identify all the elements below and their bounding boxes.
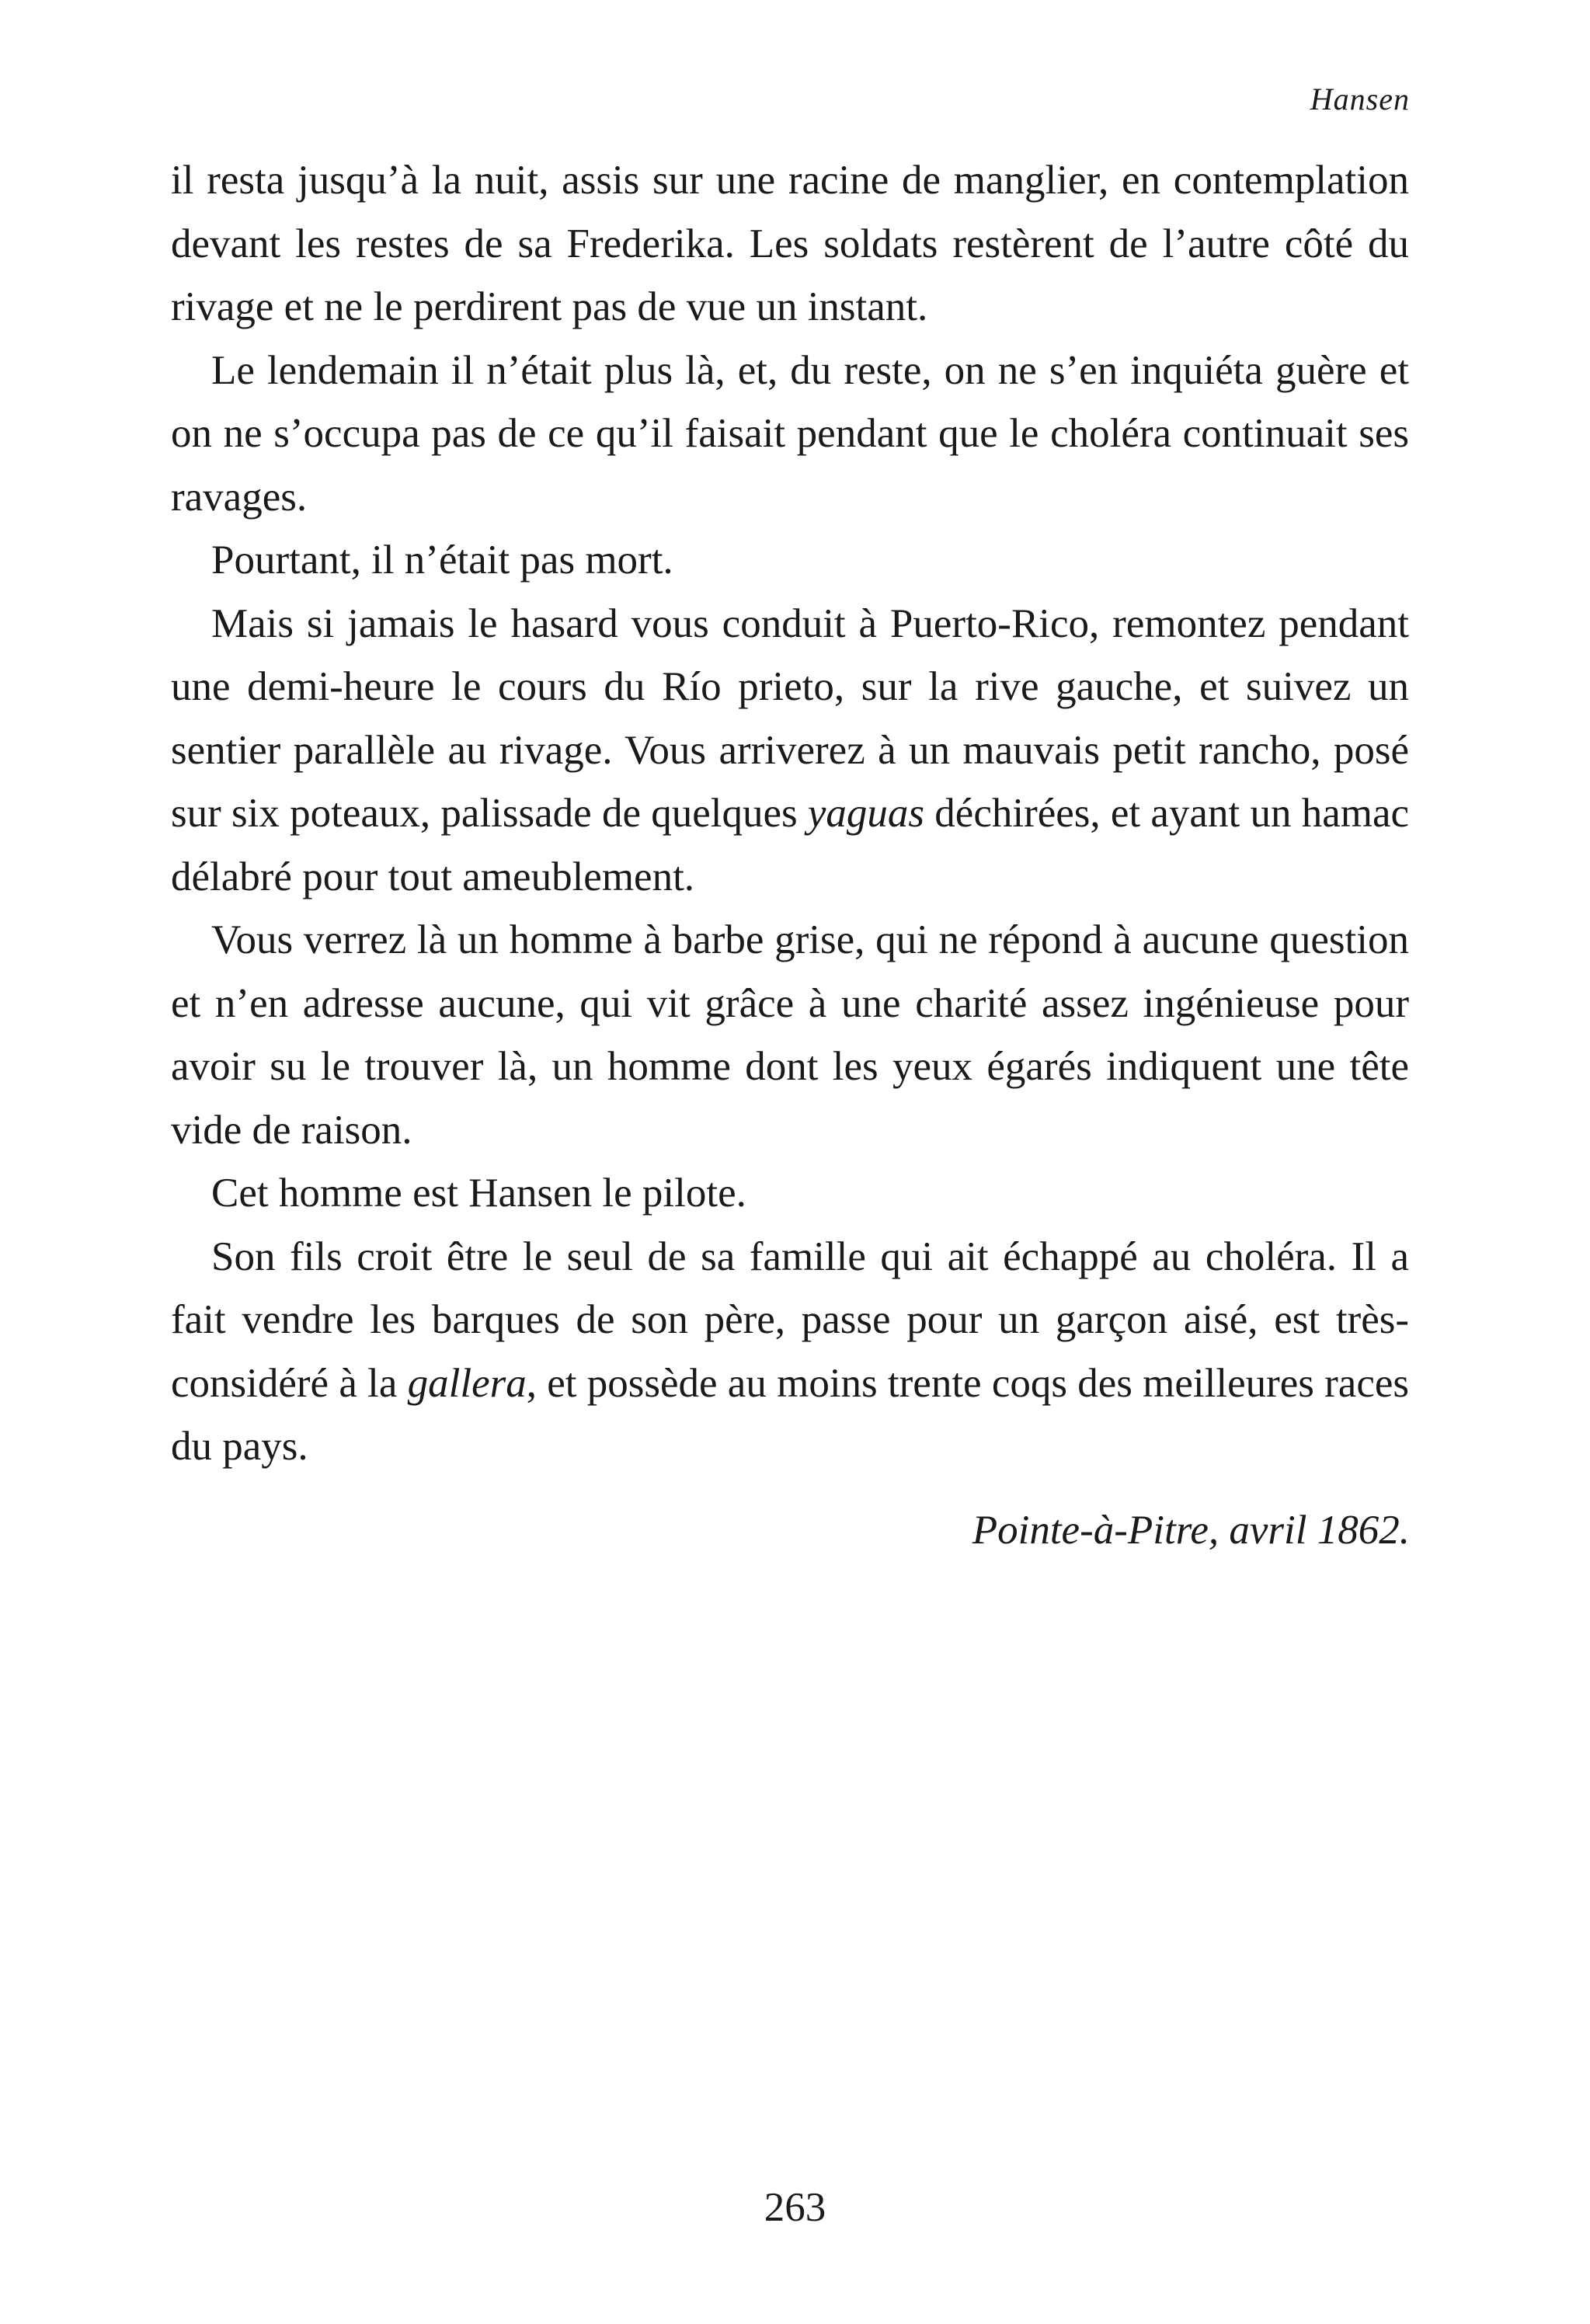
page-number: 263 xyxy=(764,2185,826,2230)
body-text xyxy=(171,149,1409,1479)
place-date-signature: Pointe-à-Pitre, avril 1862. xyxy=(972,1508,1410,1553)
paragraph xyxy=(171,339,1409,530)
text-run: Mais si jamais le hasard vous conduit à Puerto-Rico, remontez pendant une demi-heure le cours du Río prieto, sur la rive gauche, et suivez un sentier parallèle au rivage. Vous arriverez à un mauvais petit rancho, posé sur six poteaux, palissade de quelques xyxy=(171,600,1409,836)
running-head: Hansen xyxy=(1310,82,1410,117)
text-run: il resta jusqu’à la nuit, assis sur une racine de manglier, en contemplation devant les restes de sa Frederika. Les soldats restèrent de l’autre côté du rivage et ne le perdirent pas de vue un instant. xyxy=(171,158,1409,329)
text-run: déchirées, et ayant un hamac délabré pour tout ameublement. xyxy=(171,791,1409,899)
paragraph xyxy=(171,909,1409,1162)
text-run: Son fils croit être le seul de sa famille qui ait échappé au choléra. Il a fait vendre les barques de son père, passe pour un garçon aisé, est très-considéré à la xyxy=(171,1233,1409,1406)
italic-term: gallera xyxy=(407,1360,527,1406)
italic-term: yaguas xyxy=(807,791,925,836)
paragraph xyxy=(171,1226,1409,1479)
paragraph xyxy=(171,593,1409,910)
paragraph xyxy=(171,1162,1409,1226)
text-run: Pourtant, il n’était pas mort. xyxy=(211,538,673,583)
paragraph xyxy=(171,149,1409,339)
text-run: Cet homme est Hansen le pilote. xyxy=(211,1171,746,1216)
text-run: Vous verrez là un homme à barbe grise, qui ne répond à aucune question et n’en adresse aucune, qui vit grâce à une charité assez ingénieuse pour avoir su le trouver là, un homme dont les yeux égarés indiquent une tête vide de raison. xyxy=(171,917,1409,1153)
text-run: Le lendemain il n’était plus là, et, du reste, on ne s’en inquiéta guère et on ne s’occupa pas de ce qu’il faisait pendant que le choléra continuait ses ravages. xyxy=(171,347,1409,520)
text-run: , et possède au moins trente coqs des meilleures races du pays. xyxy=(171,1360,1409,1469)
paragraph xyxy=(171,529,1409,593)
